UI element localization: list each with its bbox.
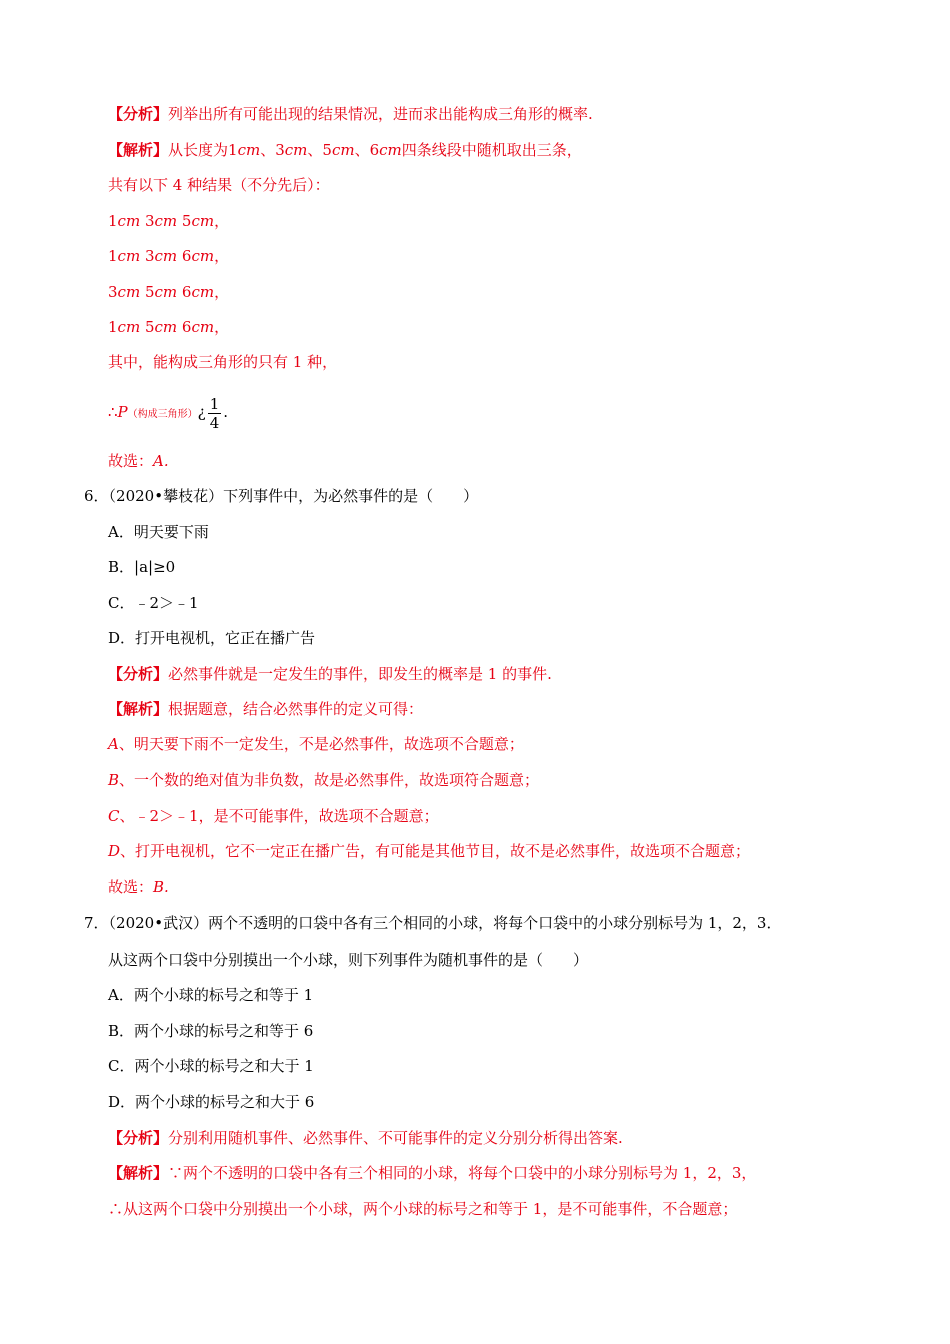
q6-solution: 【解析】根据题意，结合必然事件的定义可得： [108, 700, 424, 718]
option-a: A．明天要下雨 [108, 523, 209, 541]
q7-solution: 【解析】∵两个不透明的口袋中各有三个相同的小球，将每个口袋中的小球分别标号为 1，2，3， [108, 1164, 757, 1182]
analysis-text: 列举出所有可能出现的结果情况，进而求出能构成三角形的概率. [168, 105, 593, 123]
option-c: C．两个小球的标号之和大于 1 [108, 1057, 314, 1075]
q6-stem [84, 486, 478, 506]
question-number: 7． [84, 914, 109, 932]
q5-solution: 【解析】从长度为1cm、3cm、5cm、6cm四条线段中随机取出三条， [108, 141, 582, 159]
solution-tag: 【解析】 [108, 1164, 169, 1182]
q5-total-line: 共有以下 4 种结果（不分先后）： [108, 176, 330, 194]
option-b: B．两个小球的标号之和等于 6 [108, 1022, 314, 1040]
option-a: A．两个小球的标号之和等于 1 [108, 986, 314, 1004]
result-line: 1cm 5cm 6cm， [108, 318, 230, 336]
q5-answer: 故选：A. [108, 452, 169, 470]
q7-stem-continued: 从这两个口袋中分别摸出一个小球，则下列事件为随机事件的是（ ） [108, 951, 589, 969]
option-d: D．打开电视机，它正在播广告 [108, 629, 316, 647]
analysis-tag: 【分析】 [108, 105, 169, 123]
question-text: 两个不透明的口袋中各有三个相同的小球，将每个口袋中的小球分别标号为 1，2，3． [208, 914, 782, 932]
q7-stem [84, 913, 781, 933]
result-line: 1cm 3cm 5cm， [108, 212, 230, 230]
solution-tag: 【解析】 [108, 141, 169, 159]
fraction: $\frac{1}{4}$ [209, 394, 220, 432]
explanation-c: C、﹣2＞﹣1，是不可能事件，故选项不合题意； [108, 807, 439, 825]
result-line: 1cm 3cm 6cm， [108, 247, 230, 265]
q7-solution-continued: ∴从这两个口袋中分别摸出一个小球，两个小球的标号之和等于 1，是不可能事件，不合题意； [108, 1200, 738, 1218]
solution-tag: 【解析】 [108, 700, 169, 718]
option-c: C．﹣2＞﹣1 [108, 594, 199, 612]
option-d: D．两个小球的标号之和大于 6 [108, 1093, 315, 1111]
result-line: 3cm 5cm 6cm， [108, 283, 230, 301]
analysis-tag: 【分析】 [108, 665, 169, 683]
q6-answer: 故选：B. [108, 878, 169, 896]
q6-analysis: 【分析】必然事件就是一定发生的事件，即发生的概率是 1 的事件. [108, 665, 552, 683]
question-text: 下列事件中，为必然事件的是（ ） [223, 487, 479, 505]
explanation-b: B、一个数的绝对值为非负数，故是必然事件，故选项符合题意； [108, 771, 540, 789]
q5-only-line: 其中，能构成三角形的只有 1 种， [108, 353, 338, 371]
q5-analysis [108, 104, 593, 124]
q7-analysis: 【分析】分别利用随机事件、必然事件、不可能事件的定义分别分析得出答案. [108, 1129, 623, 1147]
probability-formula: ∴P（构成三角形）¿ $\frac{1}{4}$ . [108, 394, 229, 432]
explanation-d: D、打开电视机，它不一定正在播广告，有可能是其他节目，故不是必然事件，故选项不合题意； [108, 842, 751, 860]
explanation-a: A、明天要下雨不一定发生，不是必然事件，故选项不合题意； [108, 735, 524, 753]
question-source: （2020•武汉） [108, 914, 209, 932]
option-b: B．|a|≥0 [108, 558, 176, 576]
question-number: 6． [84, 487, 109, 505]
analysis-tag: 【分析】 [108, 1129, 169, 1147]
question-source: （2020•攀枝花） [108, 487, 224, 505]
